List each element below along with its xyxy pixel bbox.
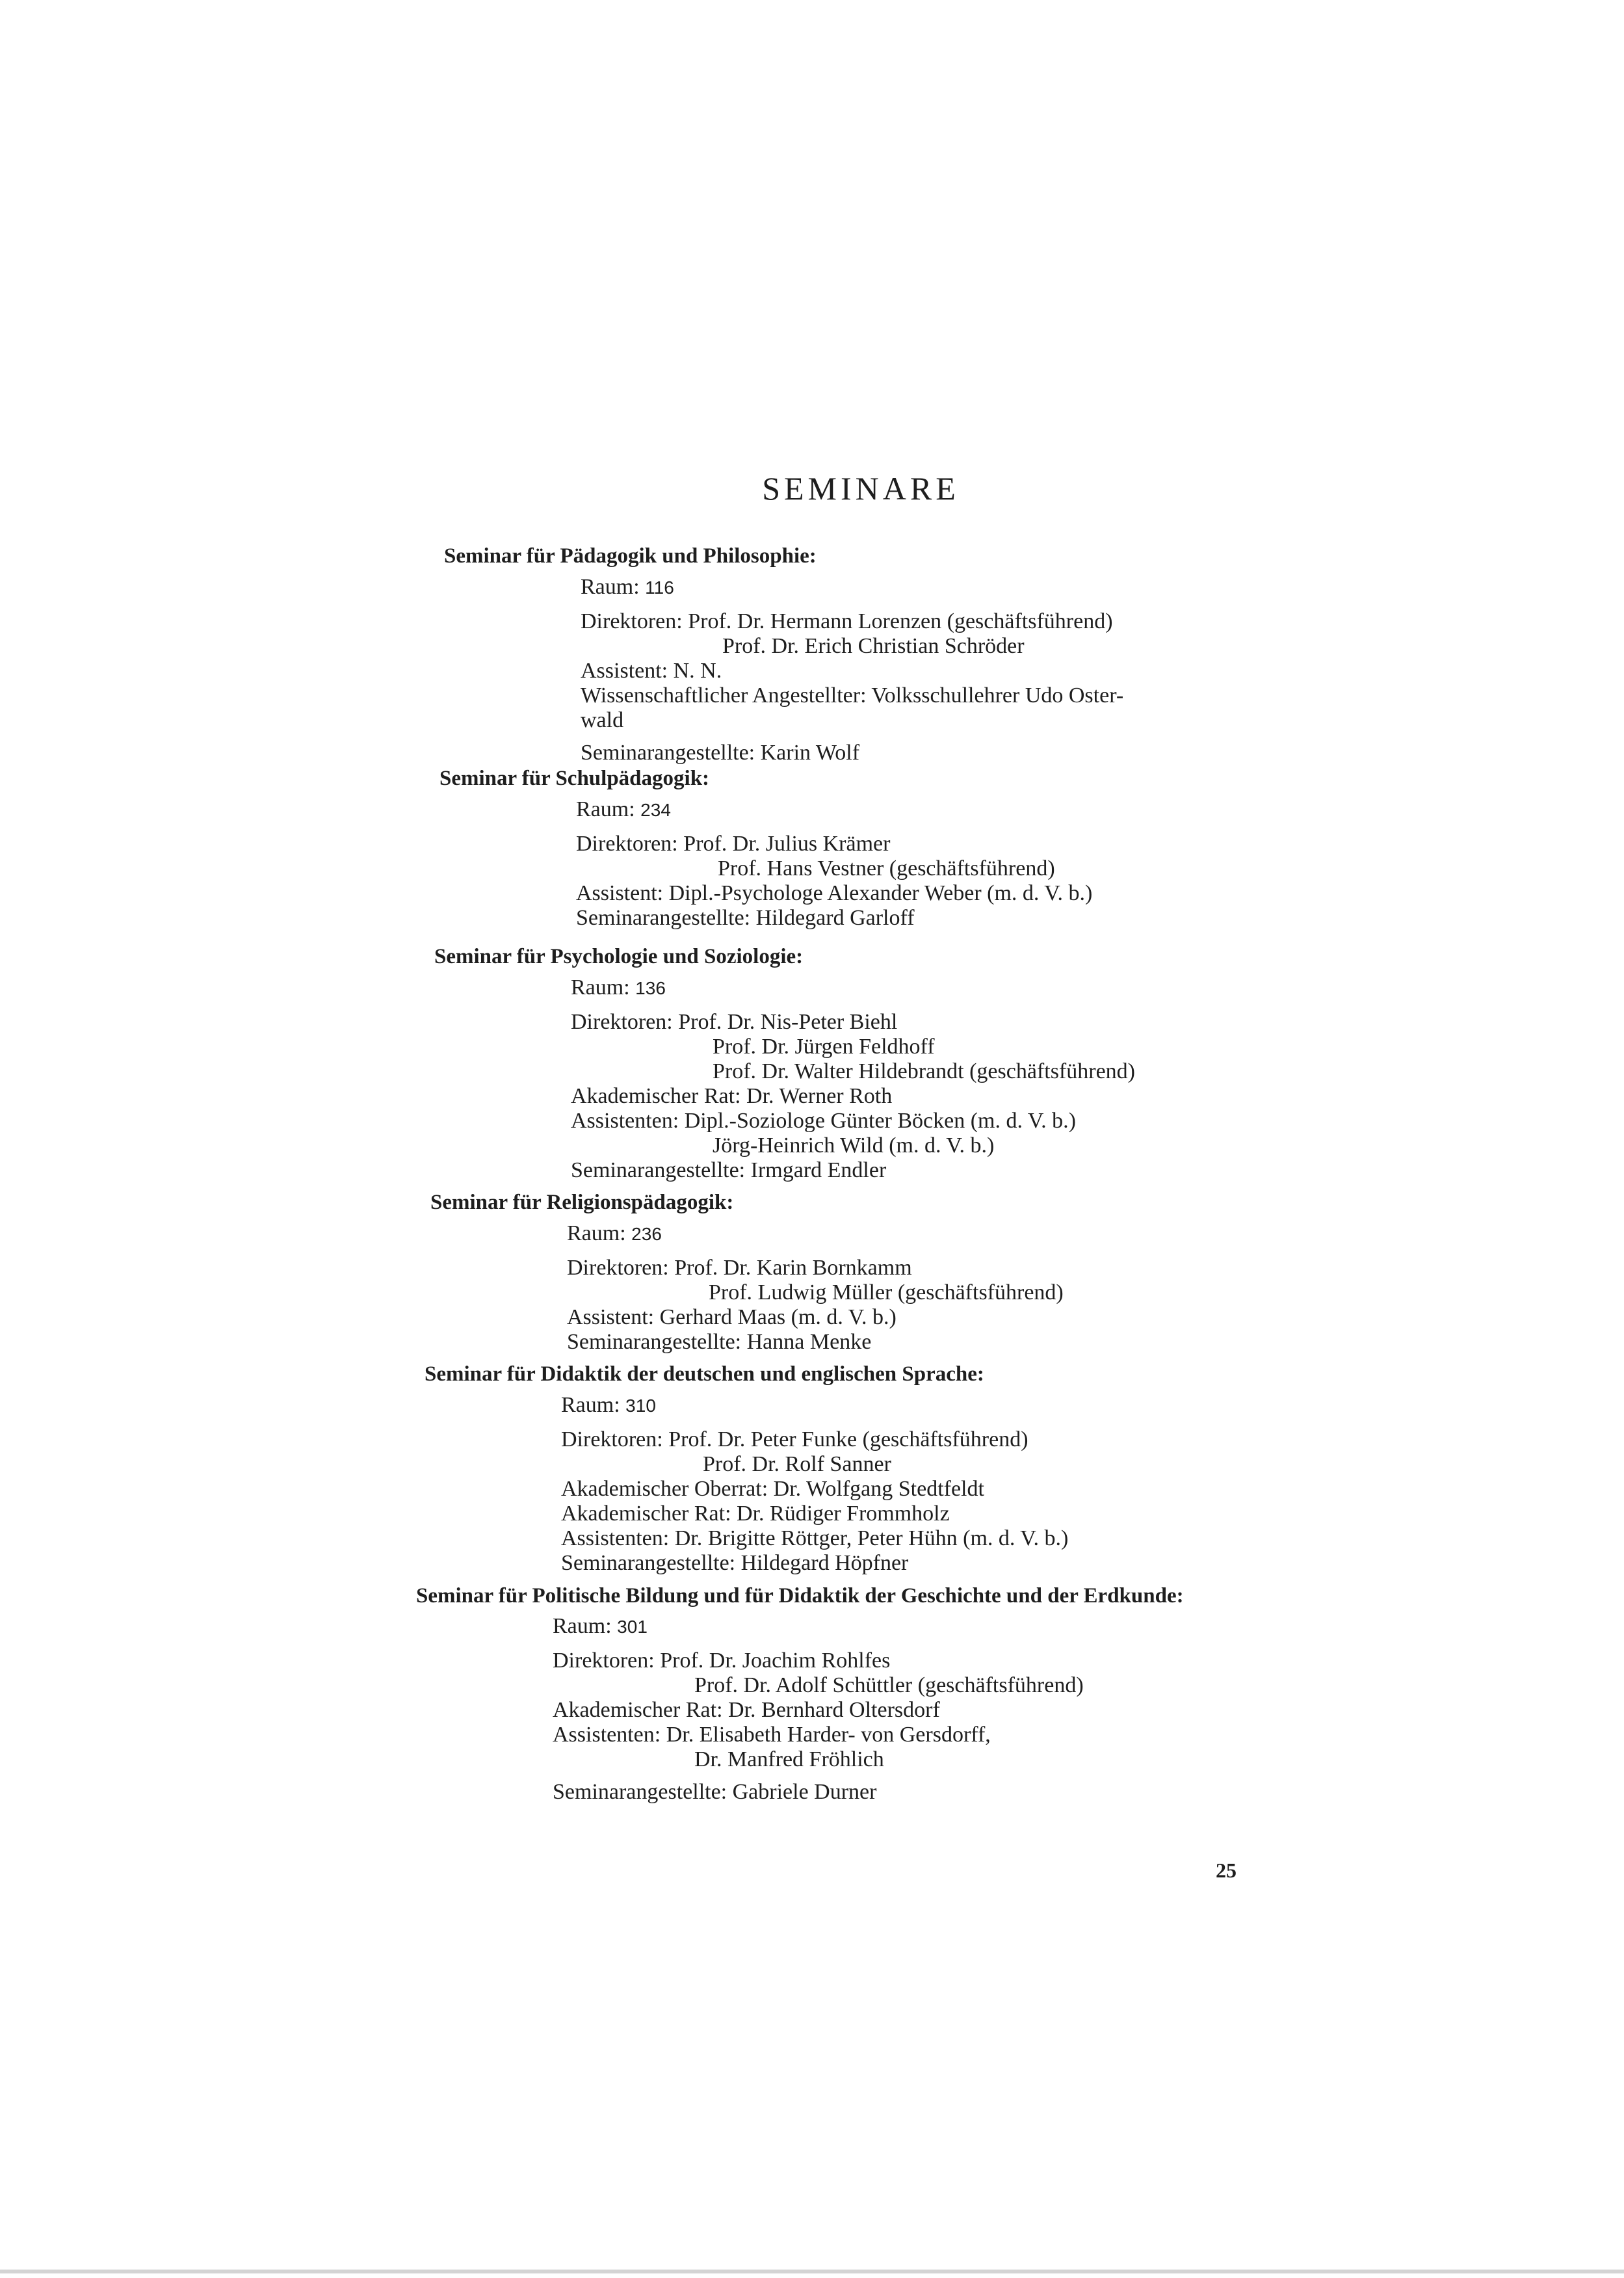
assistant-line: Assistent: N. N. bbox=[581, 659, 722, 683]
directors-line: Direktoren: Prof. Dr. Peter Funke (geschäftsführend) bbox=[561, 1427, 1028, 1451]
section-heading: Seminar für Pädagogik und Philosophie: bbox=[444, 544, 817, 568]
assistants-line: Assistenten: Dipl.-Soziologe Günter Böcken (m. d. V. b.) bbox=[571, 1109, 1076, 1133]
scientific-staff-line-cont: wald bbox=[581, 708, 624, 732]
directors-line-cont: Prof. Dr. Adolf Schüttler (geschäftsführend) bbox=[694, 1673, 1084, 1697]
seminar-staff-line: Seminarangestellte: Hildegard Garloff bbox=[576, 906, 915, 930]
assistant-line: Assistent: Gerhard Maas (m. d. V. b.) bbox=[567, 1305, 897, 1329]
section-heading: Seminar für Schulpädagogik: bbox=[439, 767, 710, 790]
room-line: Raum: 116 bbox=[581, 575, 674, 599]
directors-line-cont: Prof. Ludwig Müller (geschäftsführend) bbox=[709, 1280, 1064, 1305]
directors-line: Direktoren: Prof. Dr. Joachim Rohlfes bbox=[553, 1649, 891, 1673]
room-line: Raum: 310 bbox=[561, 1393, 656, 1417]
seminar-section-schulpaedagogik bbox=[439, 766, 1092, 931]
directors-line-cont: Prof. Dr. Erich Christian Schröder bbox=[722, 634, 1025, 658]
room-line: Raum: 301 bbox=[553, 1614, 648, 1638]
seminar-section-psychologie bbox=[434, 944, 1135, 1183]
page-title: SEMINARE bbox=[762, 470, 960, 507]
assistants-line: Assistenten: Dr. Elisabeth Harder- von Gersdorff, bbox=[553, 1723, 991, 1747]
room-line: Raum: 234 bbox=[576, 797, 671, 821]
directors-line-cont: Prof. Dr. Jürgen Feldhoff bbox=[713, 1035, 935, 1059]
assistants-line: Assistenten: Dr. Brigitte Röttger, Peter Hühn (m. d. V. b.) bbox=[561, 1526, 1069, 1550]
seminar-staff-line: Seminarangestellte: Irmgard Endler bbox=[571, 1158, 887, 1182]
directors-line: Direktoren: Prof. Dr. Hermann Lorenzen (geschäftsführend) bbox=[581, 609, 1113, 633]
academic-council-line: Akademischer Rat: Dr. Werner Roth bbox=[571, 1084, 893, 1108]
scientific-staff-line: Wissenschaftlicher Angestellter: Volksschullehrer Udo Oster- bbox=[581, 683, 1124, 708]
directors-line: Direktoren: Prof. Dr. Julius Krämer bbox=[576, 832, 891, 856]
academic-council-line: Akademischer Rat: Dr. Bernhard Oltersdorf bbox=[553, 1698, 940, 1722]
directors-line-cont: Prof. Hans Vestner (geschäftsführend) bbox=[718, 856, 1055, 881]
section-heading: Seminar für Didaktik der deutschen und englischen Sprache: bbox=[425, 1362, 984, 1386]
assistant-line: Assistent: Dipl.-Psychologe Alexander Weber (m. d. V. b.) bbox=[576, 881, 1093, 905]
seminar-section-religionspaedagogik bbox=[430, 1190, 1064, 1355]
academic-senior-council-line: Akademischer Oberrat: Dr. Wolfgang Stedtfeldt bbox=[561, 1477, 984, 1501]
scan-edge-rule bbox=[0, 2270, 1624, 2273]
seminar-staff-line: Seminarangestellte: Hildegard Höpfner bbox=[561, 1551, 909, 1575]
seminar-section-politische-bildung bbox=[416, 1584, 1209, 1805]
page-number: 25 bbox=[1216, 1859, 1237, 1882]
seminar-staff-line: Seminarangestellte: Gabriele Durner bbox=[553, 1780, 877, 1804]
section-heading: Seminar für Religionspädagogik: bbox=[430, 1191, 734, 1214]
room-line: Raum: 136 bbox=[571, 975, 666, 1000]
seminar-section-paedagogik bbox=[444, 544, 1123, 765]
directors-line-cont: Prof. Dr. Rolf Sanner bbox=[703, 1452, 891, 1476]
directors-line-cont: Prof. Dr. Walter Hildebrandt (geschäftsführend) bbox=[713, 1059, 1135, 1083]
directors-line: Direktoren: Prof. Dr. Karin Bornkamm bbox=[567, 1256, 912, 1280]
seminar-staff-line: Seminarangestellte: Hanna Menke bbox=[567, 1330, 872, 1354]
room-line: Raum: 236 bbox=[567, 1221, 662, 1245]
directors-line: Direktoren: Prof. Dr. Nis-Peter Biehl bbox=[571, 1010, 898, 1034]
seminar-staff-line: Seminarangestellte: Karin Wolf bbox=[581, 741, 860, 765]
section-heading: Seminar für Politische Bildung und für Didaktik der Geschichte und der Erdkunde: bbox=[416, 1584, 1184, 1608]
section-heading: Seminar für Psychologie und Soziologie: bbox=[434, 945, 804, 968]
assistants-line-cont: Jörg-Heinrich Wild (m. d. V. b.) bbox=[713, 1133, 995, 1158]
academic-council-line: Akademischer Rat: Dr. Rüdiger Frommholz bbox=[561, 1502, 950, 1526]
seminar-section-didaktik-sprache bbox=[425, 1362, 1068, 1576]
assistants-line-cont: Dr. Manfred Fröhlich bbox=[694, 1747, 884, 1771]
